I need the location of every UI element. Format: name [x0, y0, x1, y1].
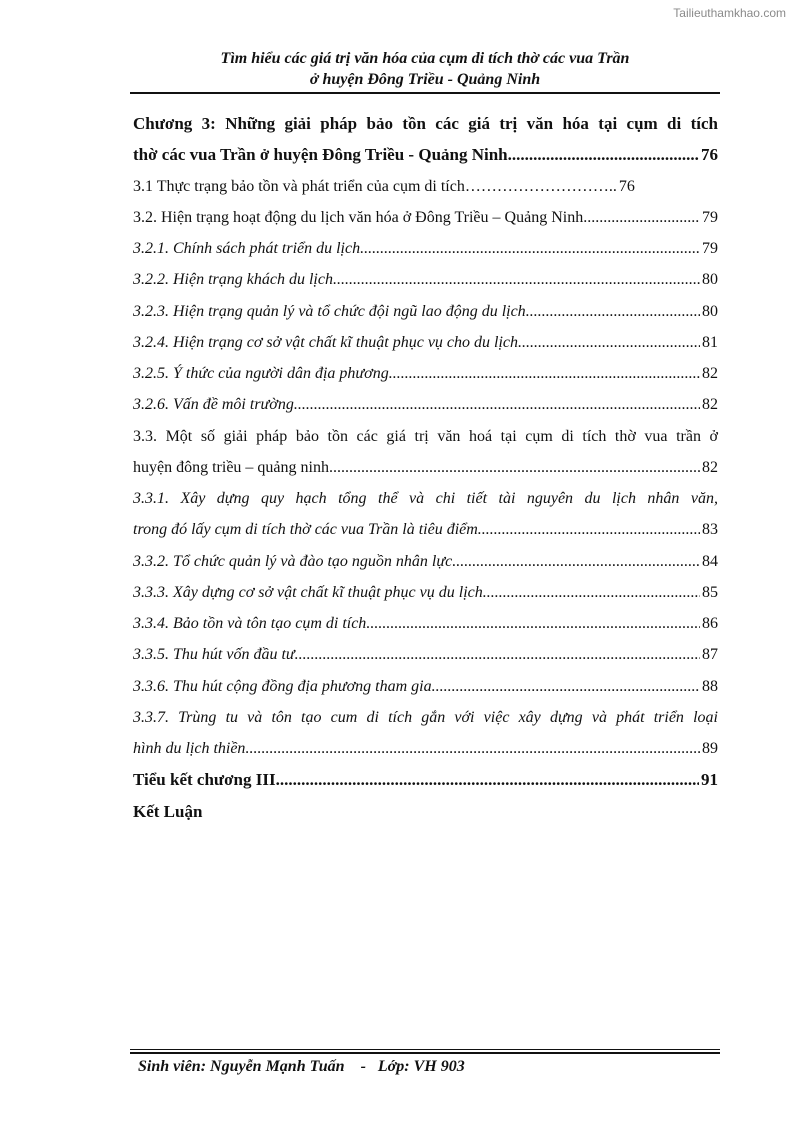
toc-entry-page: 86: [702, 615, 718, 632]
toc-entry-title: hình du lịch thiền: [133, 740, 246, 757]
toc-chapter-3-line-1: Chương 3: Những giải pháp bảo tồn các giá trị văn hóa tại cụm di tích: [133, 114, 718, 133]
dot-leader: [333, 264, 700, 295]
dot-leader: [432, 671, 700, 702]
dot-leader: [360, 233, 700, 264]
toc-entry-title: 3.3.5. Thu hút vốn đầu tư: [133, 646, 295, 664]
dot-leader: [583, 202, 700, 233]
dot-leader: [478, 514, 700, 545]
dot-leader: [518, 327, 700, 358]
dot-leader: [526, 296, 700, 327]
toc-entry-page: 91: [701, 770, 718, 790]
toc-entry-page: 79: [702, 240, 718, 257]
dot-leader: [294, 389, 700, 420]
toc-entry-title: trong đó lấy cụm di tích thờ các vua Trần là tiêu điểm: [133, 521, 478, 539]
page-header: [130, 48, 720, 90]
dot-leader: [329, 452, 700, 483]
toc-entry-page: 88: [702, 677, 718, 695]
toc-entry-title: thờ các vua Trần ở huyện Đông Triều - Quảng Ninh: [133, 145, 508, 165]
toc-section-3-3-1: [133, 514, 718, 545]
toc-entry-title: 3.3.3. Xây dựng cơ sở vật chất kĩ thuật phục vụ du lịch: [133, 583, 483, 601]
dot-leader: [295, 639, 700, 670]
toc-section-3-2-3: [133, 296, 718, 327]
header-line-1: Tìm hiểu các giá trị văn hóa của cụm di tích thờ các vua Trần: [220, 50, 630, 67]
toc-section-3-3-2: [133, 546, 718, 577]
header-line-2: ở huyện Đông Triều - Quảng Ninh: [309, 71, 541, 88]
toc-entry-page: 76: [701, 145, 718, 165]
toc-section-3-3: [133, 452, 718, 483]
toc-section-3-3-7: [133, 733, 718, 764]
toc-chapter-3: [133, 139, 718, 170]
toc-entry-page: 89: [702, 740, 718, 757]
toc-entry-page: 76: [618, 177, 635, 195]
toc-entry-page: 82: [702, 396, 718, 414]
dot-leader: [245, 733, 700, 764]
toc-section-3-2-2: [133, 264, 718, 295]
toc-entry-title: 3.3.6. Thu hút cộng đồng địa phương tham gia: [133, 677, 432, 695]
header-rule: [130, 92, 720, 94]
toc-entry-page: 82: [702, 365, 718, 382]
footer-rule: [130, 1049, 720, 1054]
toc-section-3-3-7-line-1: 3.3.7. Trùng tu và tôn tạo cum di tích gắn với việc xây dựng và phát triển loại: [133, 708, 718, 726]
toc-entry-title: 3.3.2. Tổ chức quản lý và đào tạo nguồn nhân lực: [133, 552, 453, 570]
toc-section-3-3-5: [133, 639, 718, 670]
toc-entry-page: 79: [702, 208, 718, 226]
toc-entry-title: huyện đông triều – quảng ninh: [133, 458, 329, 476]
toc-section-3-3-6: [133, 671, 718, 702]
toc-entry-title: 3.2.5. Ý thức của người dân địa phương: [133, 365, 389, 382]
toc-section-3-3-3: [133, 577, 718, 608]
toc-entry-page: 82: [702, 458, 718, 476]
toc-entry-page: 85: [702, 583, 718, 601]
toc-entry-page: 84: [702, 552, 718, 570]
toc-chapter-summary: [133, 764, 718, 795]
page-footer: Sinh viên: Nguyễn Mạnh Tuấn - Lớp: VH 903: [138, 1058, 465, 1075]
toc-entry-title: 3.2.3. Hiện trạng quản lý và tổ chức đội ngũ lao động du lịch: [133, 302, 526, 320]
toc-entry-title: 3.3.4. Bảo tồn và tôn tạo cụm di tích: [133, 615, 367, 632]
toc-section-3-2-5: [133, 358, 718, 389]
toc-conclusion: Kết Luận: [133, 801, 203, 821]
toc-section-3-2-6: [133, 389, 718, 420]
table-of-contents: [133, 108, 718, 827]
toc-entry-page: 80: [702, 302, 718, 320]
toc-entry-title: 3.2.1. Chính sách phát triển du lịch: [133, 240, 361, 257]
toc-entry-title: 3.1 Thực trạng bảo tồn và phát triển của cụm di tích………………………..: [133, 177, 617, 195]
toc-entry-page: 83: [702, 521, 718, 539]
toc-section-3-3-line-1: 3.3. Một số giải pháp bảo tồn các giá trị văn hoá tại cụm di tích thờ vua trần ở: [133, 427, 718, 445]
toc-entry-page: 87: [702, 646, 718, 664]
toc-section-3-3-1-line-1: 3.3.1. Xây dựng quy hạch tổng thể và chi tiết tài nguyên du lịch nhân văn,: [133, 490, 718, 507]
toc-section-3-2-4: [133, 327, 718, 358]
toc-entry-title: 3.2.6. Vấn đề môi trường: [133, 396, 294, 414]
toc-entry-title: 3.2.4. Hiện trạng cơ sở vật chất kĩ thuật phục vụ cho du lịch: [133, 333, 519, 351]
toc-entry-title: 3.2. Hiện trạng hoạt động du lịch văn hóa ở Đông Triều – Quảng Ninh: [133, 208, 584, 226]
dot-leader: [452, 546, 700, 577]
dot-leader: [508, 139, 699, 170]
toc-section-3-2: [133, 202, 718, 233]
toc-entry-title: 3.2.2. Hiện trạng khách du lịch: [133, 271, 333, 289]
dot-leader: [389, 358, 700, 389]
toc-section-3-3-4: [133, 608, 718, 639]
toc-entry-page: 81: [702, 333, 718, 351]
toc-section-3-1: [133, 171, 718, 202]
dot-leader: [276, 764, 699, 795]
dot-leader: [483, 577, 700, 608]
toc-section-3-2-1: [133, 233, 718, 264]
toc-entry-title: Tiểu kết chương III: [133, 770, 276, 790]
toc-entry-page: 80: [702, 271, 718, 289]
dot-leader: [366, 608, 700, 639]
watermark: Tailieuthamkhao.com: [673, 6, 786, 20]
